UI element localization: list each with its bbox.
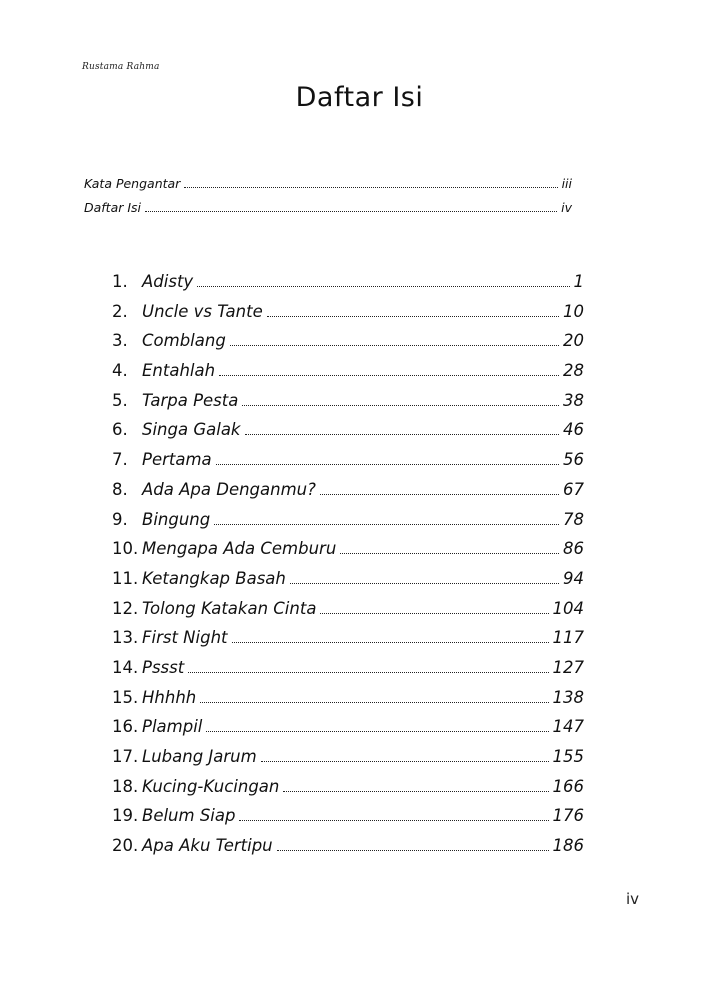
chapter-title: Ketangkap Basah <box>142 568 286 588</box>
dot-leader <box>320 612 548 614</box>
chapter-entry[interactable] <box>112 450 584 480</box>
toc-entry-title: Daftar Isi <box>84 200 142 215</box>
page-title: Daftar Isi <box>295 82 424 113</box>
chapter-list <box>112 272 584 866</box>
chapter-number: 18. <box>112 776 139 796</box>
chapter-page: 176 <box>552 806 584 826</box>
dot-leader <box>245 433 560 435</box>
chapter-title: Adisty <box>142 272 194 291</box>
chapter-entry[interactable] <box>112 777 584 807</box>
dot-leader <box>267 315 559 317</box>
chapter-entry[interactable] <box>112 806 584 836</box>
page-number: iv <box>626 890 640 908</box>
chapter-entry[interactable] <box>112 361 584 391</box>
toc-entry-page: iv <box>561 200 572 215</box>
chapter-page: 20 <box>563 331 584 351</box>
chapter-number: 7. <box>112 450 128 470</box>
toc-entry-page: iii <box>561 176 572 191</box>
chapter-page: 138 <box>552 687 584 707</box>
toc-entry-title: Kata Pengantar <box>84 176 181 191</box>
chapter-title: Singa Galak <box>142 420 241 440</box>
chapter-page: 46 <box>563 420 584 440</box>
running-header: Rustama Rahma <box>82 62 160 72</box>
chapter-page: 147 <box>552 717 584 737</box>
dot-leader <box>214 523 559 525</box>
chapter-page: 186 <box>552 836 584 856</box>
chapter-page: 104 <box>552 598 584 618</box>
chapter-page: 67 <box>563 479 584 499</box>
chapter-entry[interactable] <box>112 688 584 718</box>
front-matter-list <box>84 176 572 224</box>
chapter-title: Hhhhh <box>142 687 197 707</box>
dot-leader <box>206 730 548 732</box>
dot-leader <box>219 374 559 376</box>
dot-leader <box>188 671 548 673</box>
chapter-entry[interactable] <box>112 628 584 658</box>
chapter-page: 10 <box>563 301 584 321</box>
chapter-number: 1. <box>112 272 128 291</box>
chapter-number: 20. <box>112 836 139 856</box>
dot-leader <box>197 285 569 287</box>
chapter-page: 56 <box>563 450 584 470</box>
chapter-number: 5. <box>112 390 128 410</box>
toc-entry-kata-pengantar[interactable] <box>84 176 572 200</box>
chapter-title: First Night <box>142 628 228 648</box>
dot-leader <box>242 404 559 406</box>
dot-leader <box>283 790 548 792</box>
chapter-title: Comblang <box>142 331 226 351</box>
chapter-entry[interactable] <box>112 599 584 629</box>
chapter-entry[interactable] <box>112 331 584 361</box>
chapter-number: 6. <box>112 420 128 440</box>
chapter-title: Entahlah <box>142 361 216 381</box>
chapter-entry[interactable] <box>112 391 584 421</box>
chapter-title: Pssst <box>142 657 185 677</box>
chapter-title: Uncle vs Tante <box>142 301 263 321</box>
dot-leader <box>184 186 557 188</box>
chapter-title: Lubang Jarum <box>142 747 257 766</box>
chapter-entry[interactable] <box>112 420 584 450</box>
chapter-page: 155 <box>552 747 584 766</box>
chapter-entry[interactable] <box>112 658 584 688</box>
dot-leader <box>232 641 549 643</box>
chapter-title: Tarpa Pesta <box>142 390 239 410</box>
chapter-entry[interactable] <box>112 539 584 569</box>
chapter-title: Plampil <box>142 717 203 737</box>
chapter-number: 15. <box>112 687 139 707</box>
chapter-number: 3. <box>112 331 128 351</box>
dot-leader <box>230 344 559 346</box>
chapter-number: 16. <box>112 717 139 737</box>
chapter-number: 9. <box>112 509 128 529</box>
chapter-number: 12. <box>112 598 139 618</box>
chapter-entry[interactable] <box>112 272 584 302</box>
chapter-page: 78 <box>563 509 584 529</box>
chapter-page: 94 <box>563 568 584 588</box>
chapter-page: 117 <box>552 628 584 648</box>
dot-leader <box>145 210 557 212</box>
chapter-entry[interactable] <box>112 836 584 866</box>
chapter-page: 28 <box>563 361 584 381</box>
chapter-title: Tolong Katakan Cinta <box>142 598 317 618</box>
chapter-title: Pertama <box>142 450 212 470</box>
chapter-title: Ada Apa Denganmu? <box>142 479 316 499</box>
dot-leader <box>200 701 548 703</box>
chapter-title: Mengapa Ada Cemburu <box>142 539 337 559</box>
chapter-entry[interactable] <box>112 302 584 332</box>
chapter-title: Belum Siap <box>142 806 236 826</box>
chapter-number: 17. <box>112 747 139 766</box>
chapter-number: 4. <box>112 361 128 381</box>
chapter-number: 13. <box>112 628 139 648</box>
dot-leader <box>261 760 549 762</box>
chapter-title: Bingung <box>142 509 211 529</box>
chapter-entry[interactable] <box>112 480 584 510</box>
chapter-number: 19. <box>112 806 139 826</box>
toc-entry-daftar-isi[interactable] <box>84 200 572 224</box>
dot-leader <box>277 849 549 851</box>
chapter-number: 2. <box>112 301 128 321</box>
chapter-entry[interactable] <box>112 569 584 599</box>
chapter-page: 1 <box>573 272 584 291</box>
chapter-entry[interactable] <box>112 747 584 777</box>
chapter-entry[interactable] <box>112 510 584 540</box>
chapter-title: Apa Aku Tertipu <box>142 836 273 856</box>
chapter-number: 11. <box>112 568 139 588</box>
chapter-page: 86 <box>563 539 584 559</box>
chapter-number: 10. <box>112 539 139 559</box>
chapter-page: 166 <box>552 776 584 796</box>
dot-leader <box>239 819 548 821</box>
chapter-page: 127 <box>552 657 584 677</box>
chapter-number: 8. <box>112 479 128 499</box>
chapter-page: 38 <box>563 390 584 410</box>
chapter-entry[interactable] <box>112 717 584 747</box>
dot-leader <box>320 493 559 495</box>
chapter-number: 14. <box>112 657 139 677</box>
dot-leader <box>340 552 559 554</box>
dot-leader <box>290 582 559 584</box>
dot-leader <box>216 463 559 465</box>
chapter-title: Kucing-Kucingan <box>142 776 280 796</box>
